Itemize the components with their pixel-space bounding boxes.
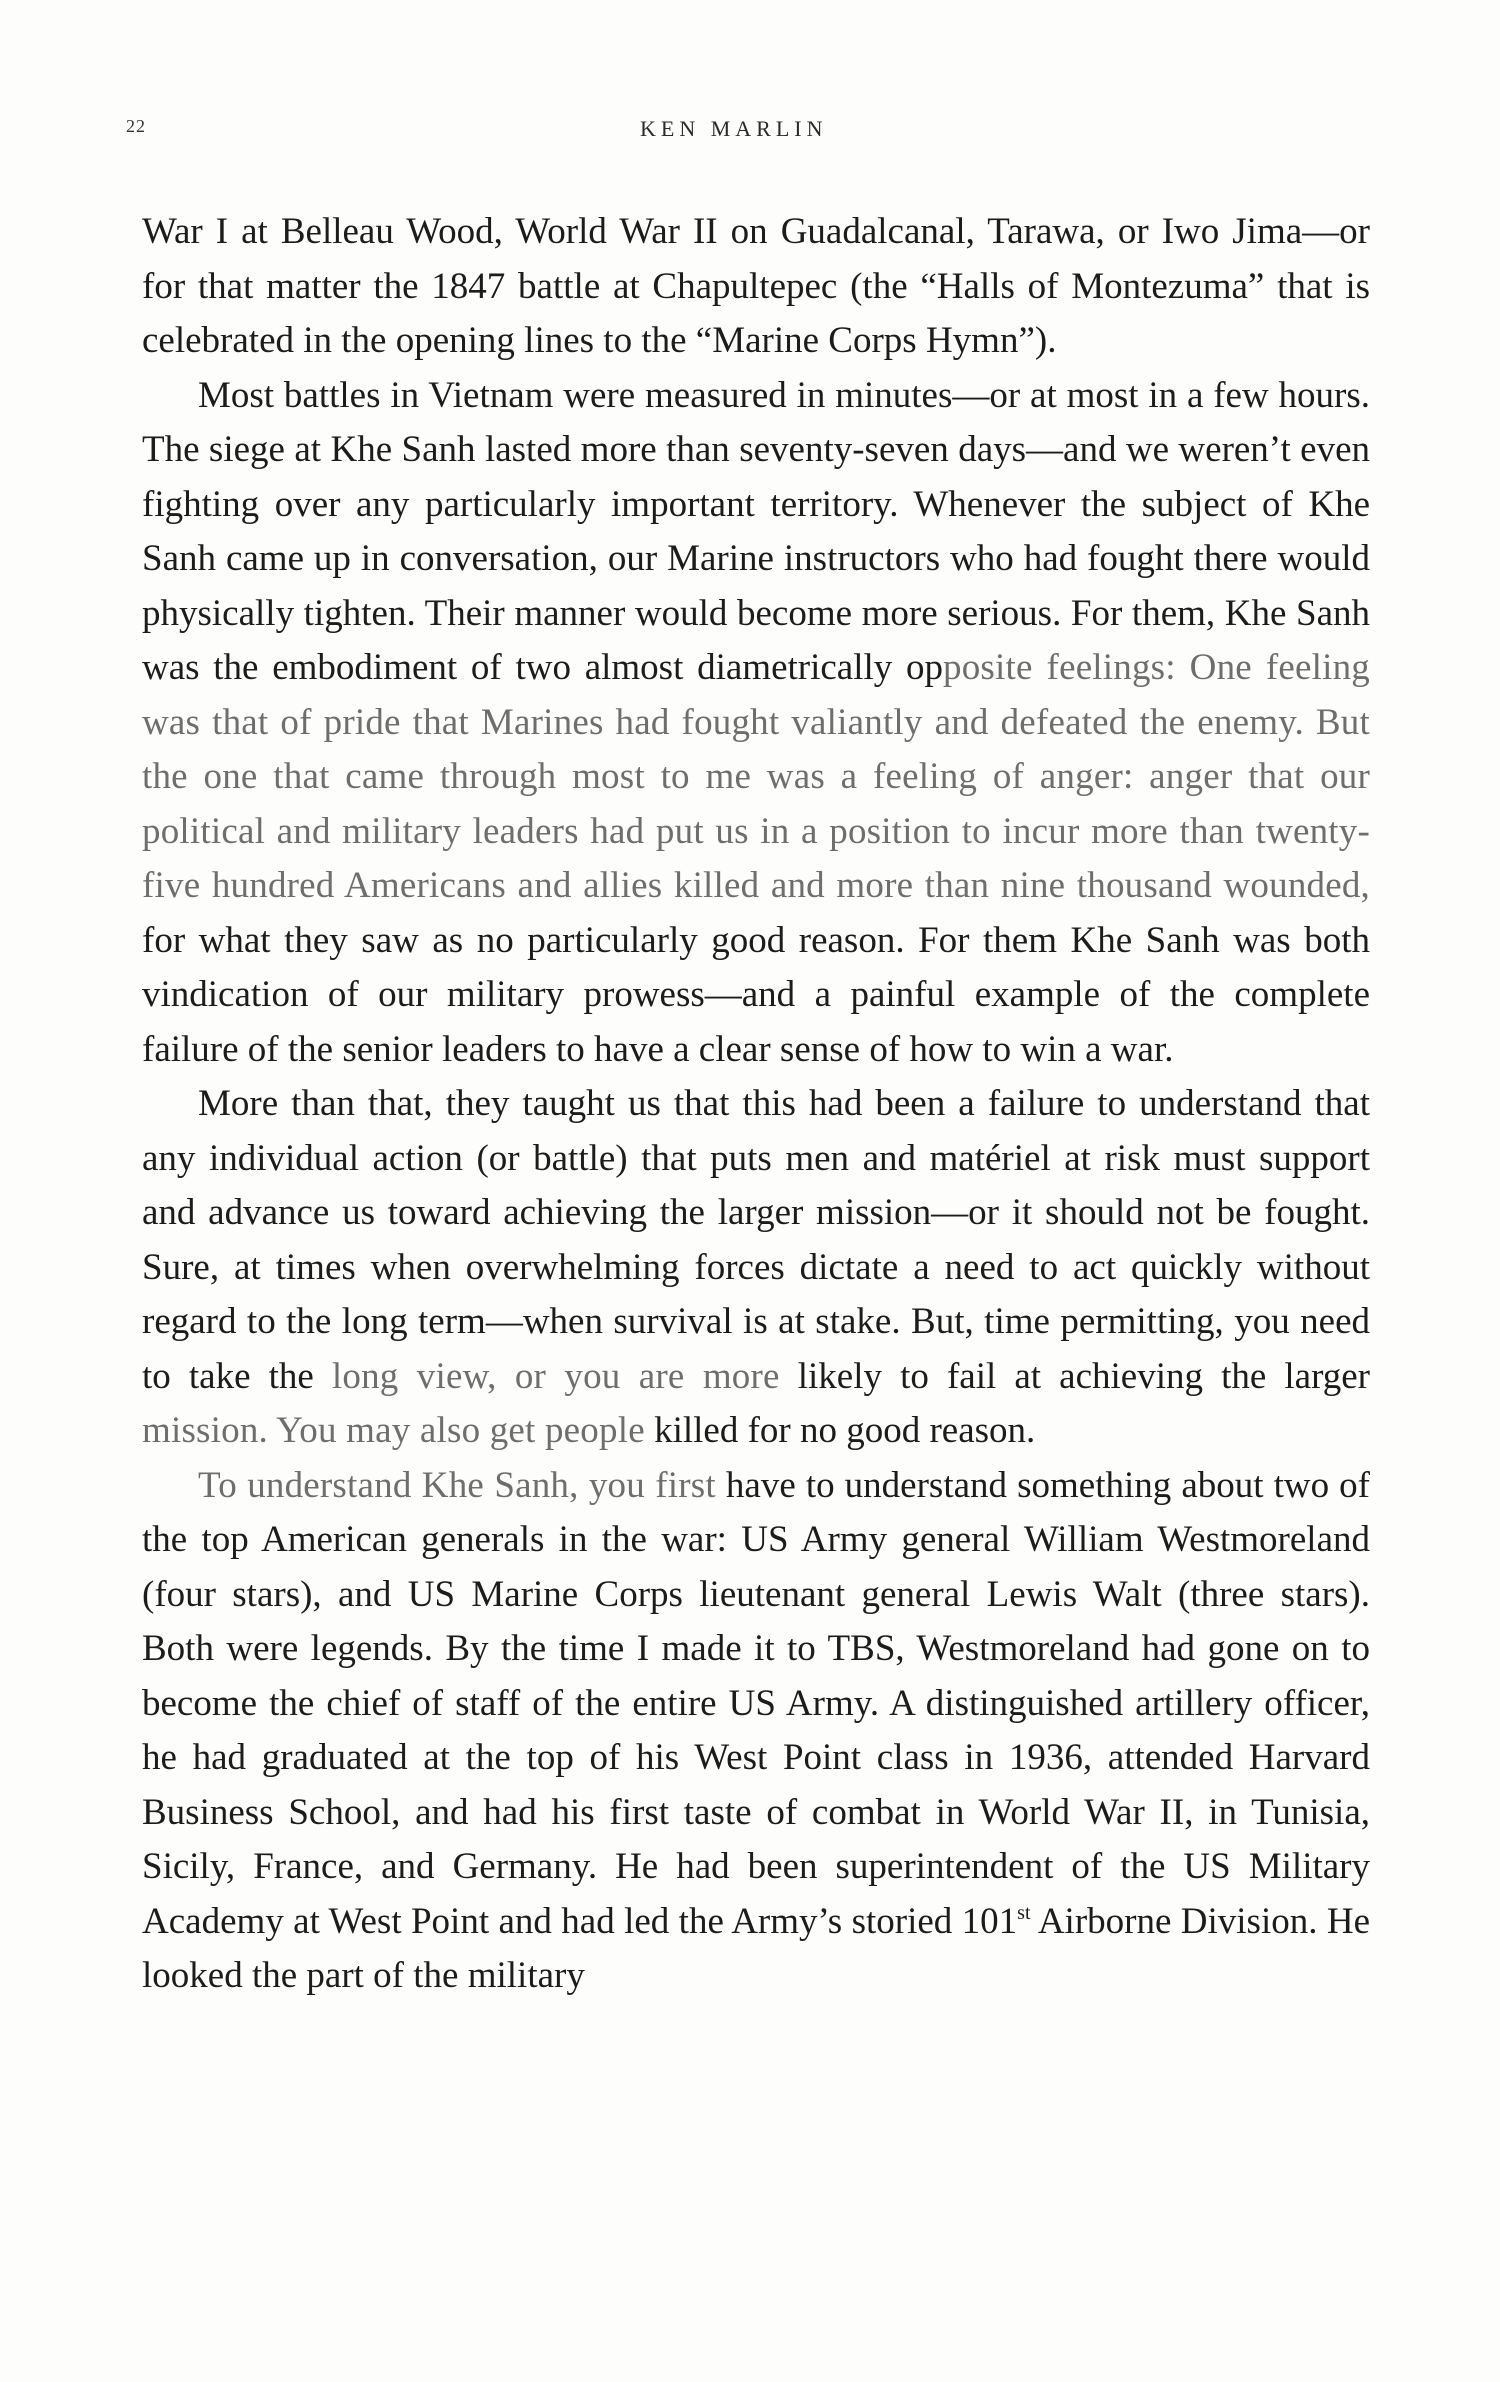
page-number: 22 bbox=[126, 116, 146, 136]
paragraph-1-text: War I at Belleau Wood, World War II on Guadalcanal, Tarawa, or Iwo Jima—or for that matter the 1847 battle at Chapultepec (the “Halls of Montezuma” that is celebrated in the opening lines to the “Marine Corps Hymn”). bbox=[142, 211, 1370, 361]
paragraph-3-text-c: killed for no good reason. bbox=[644, 1410, 1036, 1451]
paragraph-4-faded-text: To understand Khe Sanh, you first bbox=[198, 1464, 716, 1506]
paragraph-2-text-a: Most battles in Vietnam were measured in minutes—or at most in a few hours. The siege at Khe Sanh lasted more than seventy-seven days—and we weren’t even fighting over any particularly important territory. Whenever the subject of Khe Sanh came up in conversation, our Marine instructors who had fought there would physically tighten. Their manner would become more serious. For them, Khe Sanh was the embodiment of two almost diametrically op bbox=[142, 374, 1370, 688]
paragraph-3-faded-text-2: mission. You may also get people bbox=[142, 1410, 645, 1451]
ordinal-superscript: st bbox=[1017, 1901, 1031, 1924]
paragraph-3-text-a: More than that, they taught us that this had been a failure to understand that any individual action (or battle) that puts men and matériel at risk must support and advance us toward achieving the larger mission—or it should not be fought. Sure, at times when overwhelming forces dictate a need to act quickly without regard to the long term—when survival is at stake. But, time permitting, you need to take the bbox=[142, 1083, 1370, 1397]
paragraph-4-text-a: have to understand something about two of the top American generals in the war: US Army general William Westmoreland (four stars), and US Marine Corps lieutenant general Lewis Walt (three stars). Both were legends. By the time I made it to TBS, Westmoreland had gone on to become the chief of staff of the entire US Army. A distinguished artillery officer, he had graduated at the top of his West Point class in 1936, attended Harvard Business School, and had his first taste of combat in World War II, in Tunisia, Sicily, France, and Germany. He had been superintendent of the US Military Academy at West Point and had led the Army’s storied 101 bbox=[142, 1464, 1370, 1942]
paragraph-3 bbox=[142, 1077, 1370, 1459]
running-head: KEN MARLIN bbox=[640, 116, 828, 141]
paragraph-1 bbox=[142, 205, 1370, 369]
paragraph-3-faded-text-1: long view, or you are more bbox=[331, 1355, 780, 1397]
paragraph-4-text-b: Airborne Division. He looked the part of the military bbox=[142, 1900, 1370, 1996]
paragraph-4 bbox=[142, 1459, 1370, 2004]
page-header bbox=[0, 116, 1500, 146]
paragraph-3-text-b: likely to fail at achieving the larger bbox=[779, 1355, 1371, 1397]
body-text bbox=[142, 205, 1370, 2004]
paragraph-2-faded-text: posite feelings: One feeling was that of pride that Marines had fought valiantly and defeated the enemy. But the one that came through most to me was a feeling of anger: anger that our political and military leaders had put us in a position to incur more than twenty-five hundred Americans and allies killed and more than nine thousand wounded, bbox=[142, 647, 1370, 906]
paragraph-2-text-b: for what they saw as no particularly good reason. For them Khe Sanh was both vindication of our military prowess—and a painful example of the complete failure of the senior leaders to have a clear sense of how to win a war. bbox=[142, 919, 1370, 1070]
paragraph-2 bbox=[142, 369, 1370, 1078]
